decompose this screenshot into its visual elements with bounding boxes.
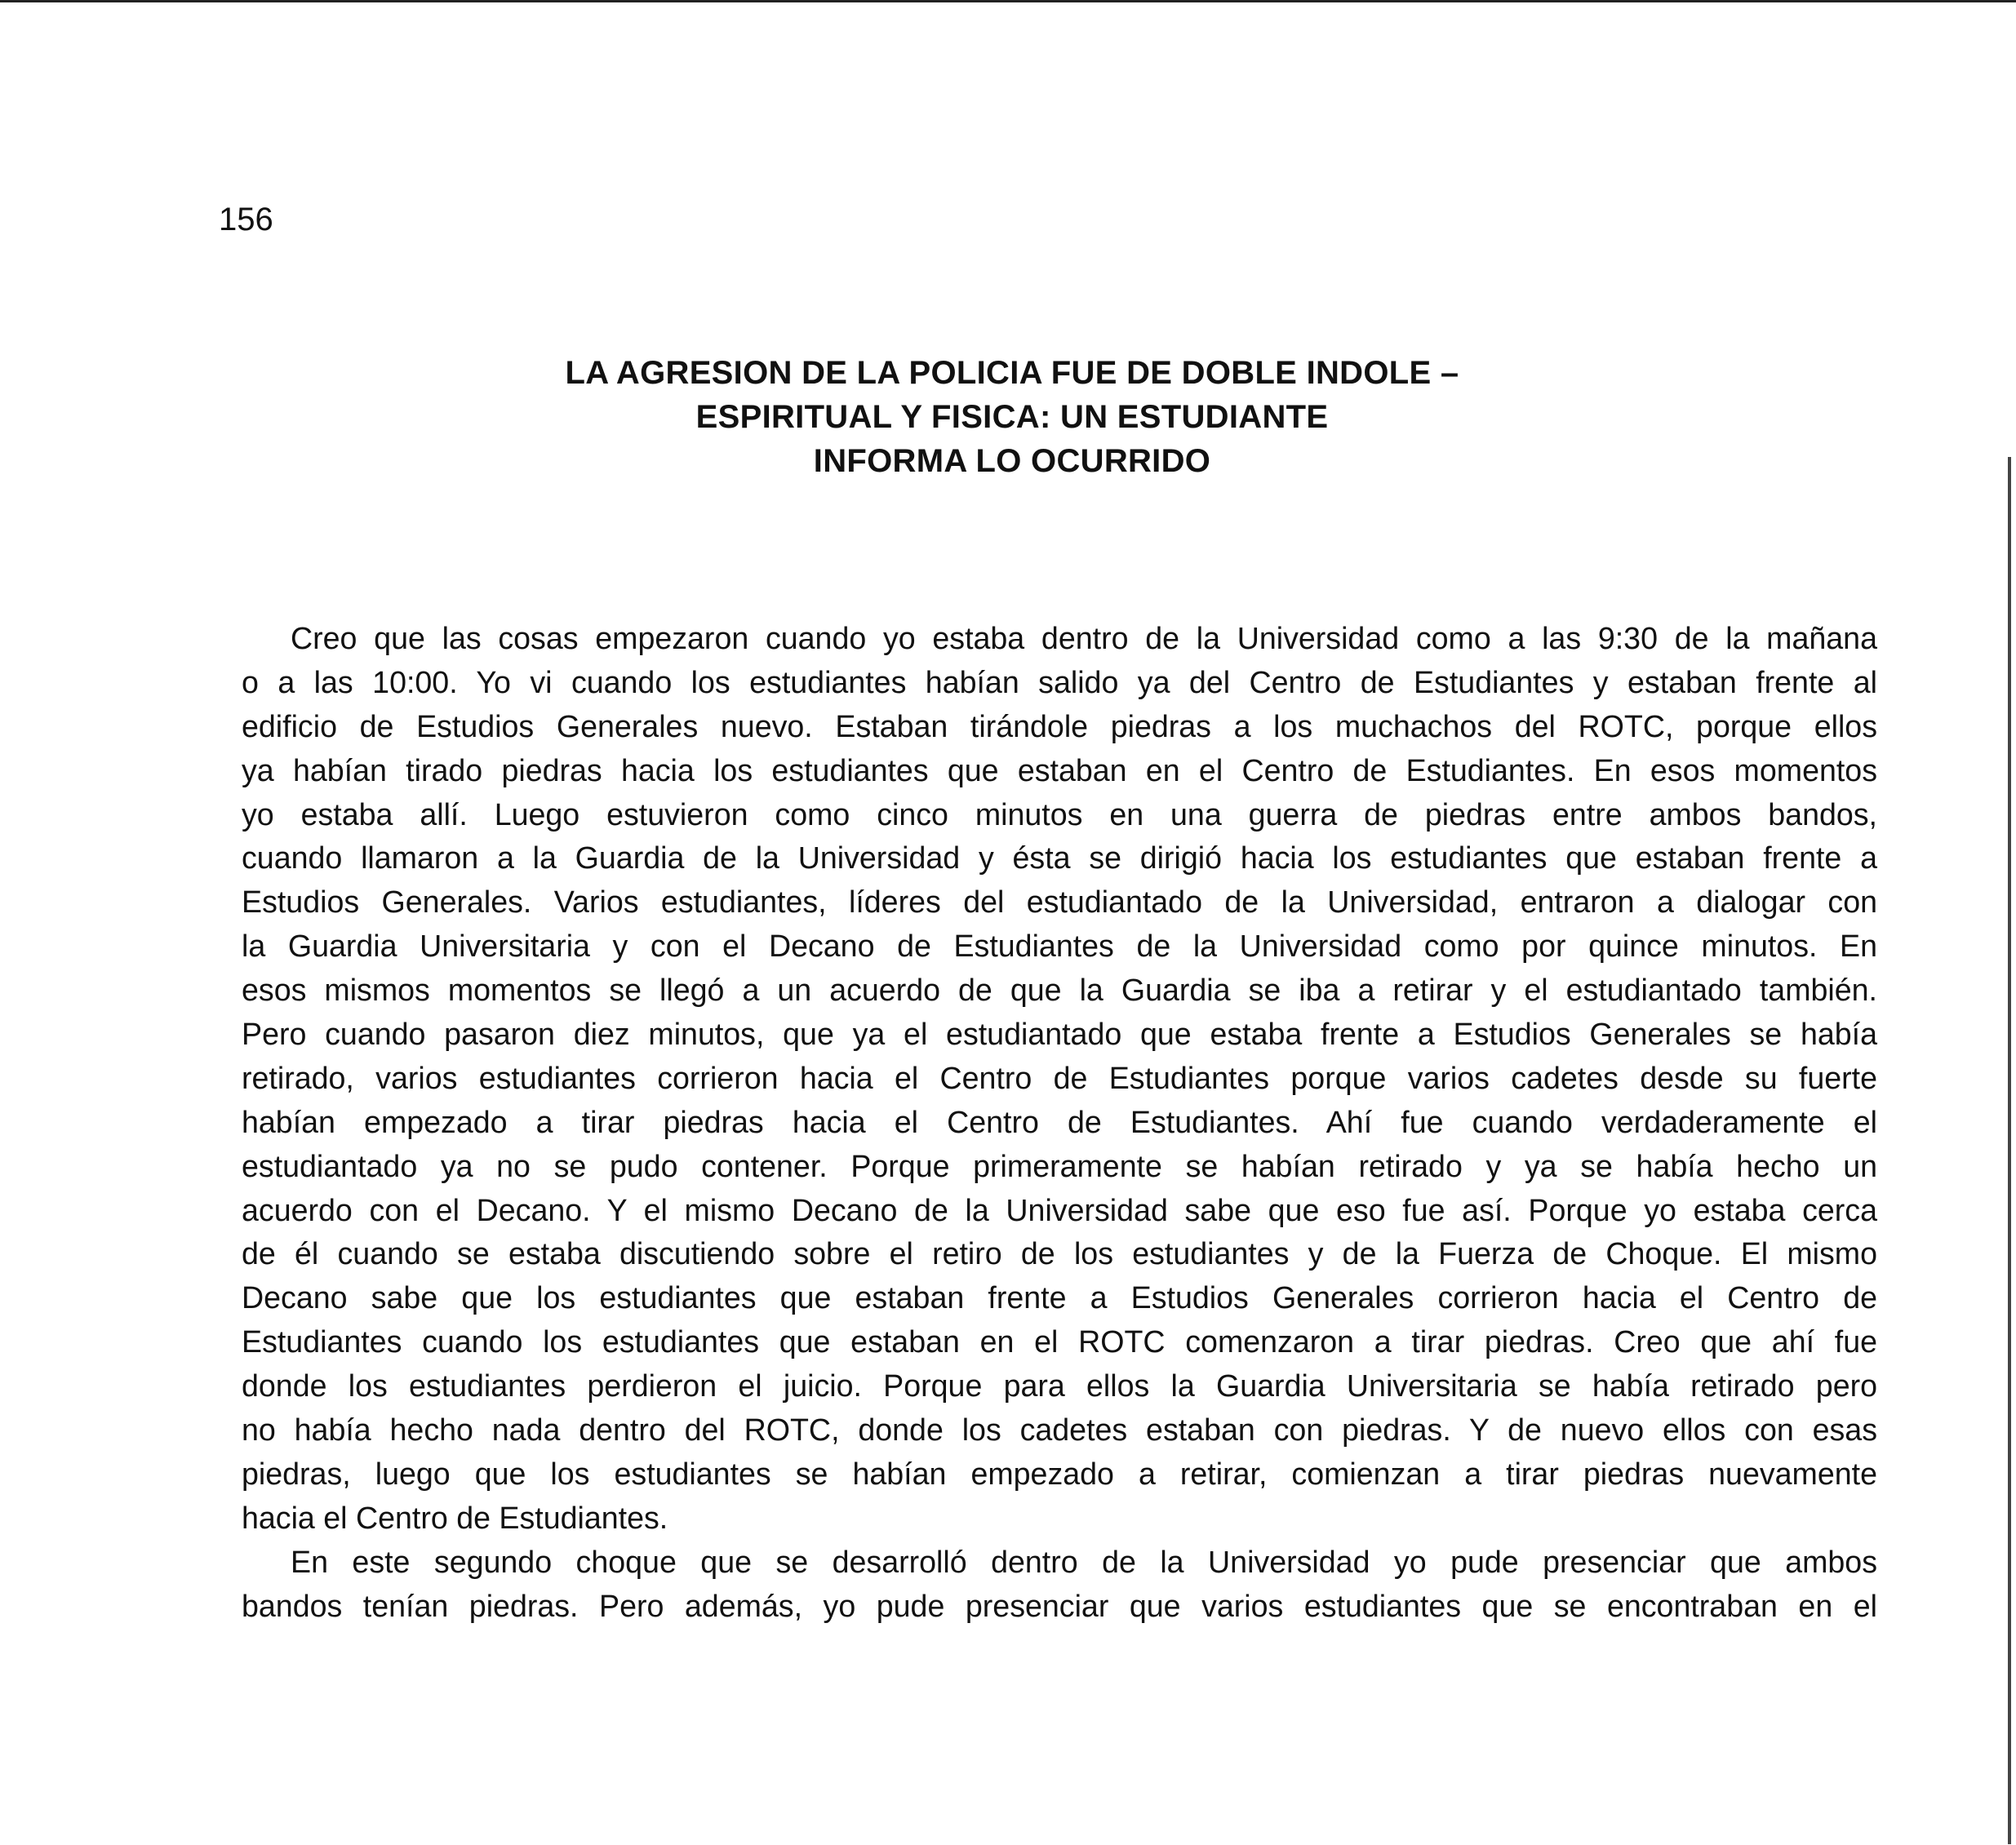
right-margin-line xyxy=(2008,457,2011,1844)
text-line: la Guardia Universitaria y con el Decano de Estudiantes de la Universidad como por quince minutos. En xyxy=(242,929,1877,964)
heading-line: ESPIRITUAL Y FISICA: UN ESTUDIANTE xyxy=(695,399,1329,435)
text-line: Estudiantes cuando los estudiantes que estaban en el ROTC comenzaron a tirar piedras. Creo que ahí fue xyxy=(242,1324,1877,1359)
text-line: habían empezado a tirar piedras hacia el Centro de Estudiantes. Ahí fue cuando verdaderamente el xyxy=(242,1104,1877,1139)
text-line: de él cuando se estaba discutiendo sobre el retiro de los estudiantes y de la Fuerza de Choque. El mismo xyxy=(242,1236,1877,1271)
text-line: no había hecho nada dentro del ROTC, donde los cadetes estaban con piedras. Y de nuevo ellos con esas xyxy=(242,1413,1877,1448)
text-line: bandos tenían piedras. Pero además, yo pude presenciar que varios estudiantes que se encontraban en el xyxy=(242,1588,1877,1623)
text-line: hacia el Centro de Estudiantes. xyxy=(242,1500,668,1535)
text-line: Creo que las cosas empezaron cuando yo estaba dentro de la Universidad como a las 9:30 de la mañana xyxy=(291,621,1877,655)
text-line: En este segundo choque que se desarrolló dentro de la Universidad yo pude presenciar que ambos xyxy=(291,1544,1877,1579)
paragraph xyxy=(242,617,1877,1541)
text-line: yo estaba allí. Luego estuvieron como cinco minutos en una guerra de piedras entre ambos bandos, xyxy=(242,796,1877,832)
text-line: retirado, varios estudiantes corrieron hacia el Centro de Estudiantes porque varios cadetes desde su fuerte xyxy=(242,1060,1877,1095)
heading-line: INFORMA LO OCURRIDO xyxy=(813,443,1211,479)
text-line: esos mismos momentos se llegó a un acuerdo de que la Guardia se iba a retirar y el estudiantado también. xyxy=(242,973,1877,1008)
text-line: Pero cuando pasaron diez minutos, que ya el estudiantado que estaba frente a Estudios Generales se había xyxy=(242,1017,1877,1052)
paragraph xyxy=(242,1541,1877,1629)
text-line: o a las 10:00. Yo vi cuando los estudiantes habían salido ya del Centro de Estudiantes y estaban frente al xyxy=(242,664,1877,699)
heading-line: LA AGRESION DE LA POLICIA FUE DE DOBLE INDOLE – xyxy=(565,355,1459,391)
text-line: piedras, luego que los estudiantes se habían empezado a retirar, comienzan a tirar piedras nuevamente xyxy=(242,1456,1877,1491)
text-line: donde los estudiantes perdieron el juicio. Porque para ellos la Guardia Universitaria se había retirado pero xyxy=(242,1368,1877,1404)
text-line: Estudios Generales. Varios estudiantes, líderes del estudiantado de la Universidad, entraron a dialogar con xyxy=(242,885,1877,920)
text-line: ya habían tirado piedras hacia los estudiantes que estaban en el Centro de Estudiantes. En esos momentos xyxy=(242,752,1877,787)
text-line: acuerdo con el Decano. Y el mismo Decano de la Universidad sabe que eso fue así. Porque yo estaba cerca xyxy=(242,1192,1877,1227)
text-line: estudiantado ya no se pudo contener. Porque primeramente se habían retirado y ya se había hecho un xyxy=(242,1148,1877,1183)
text-line: cuando llamaron a la Guardia de la Universidad y ésta se dirigió hacia los estudiantes que estaban frente a xyxy=(242,840,1877,876)
text-line: Decano sabe que los estudiantes que estaban frente a Estudios Generales corrieron hacia el Centro de xyxy=(242,1280,1877,1315)
article-heading xyxy=(359,351,1665,483)
page-number: 156 xyxy=(219,202,273,237)
top-border-line xyxy=(0,0,2016,2)
text-line: edificio de Estudios Generales nuevo. Estaban tirándole piedras a los muchachos del ROTC, porque ellos xyxy=(242,708,1877,743)
article-body xyxy=(242,617,1877,1628)
